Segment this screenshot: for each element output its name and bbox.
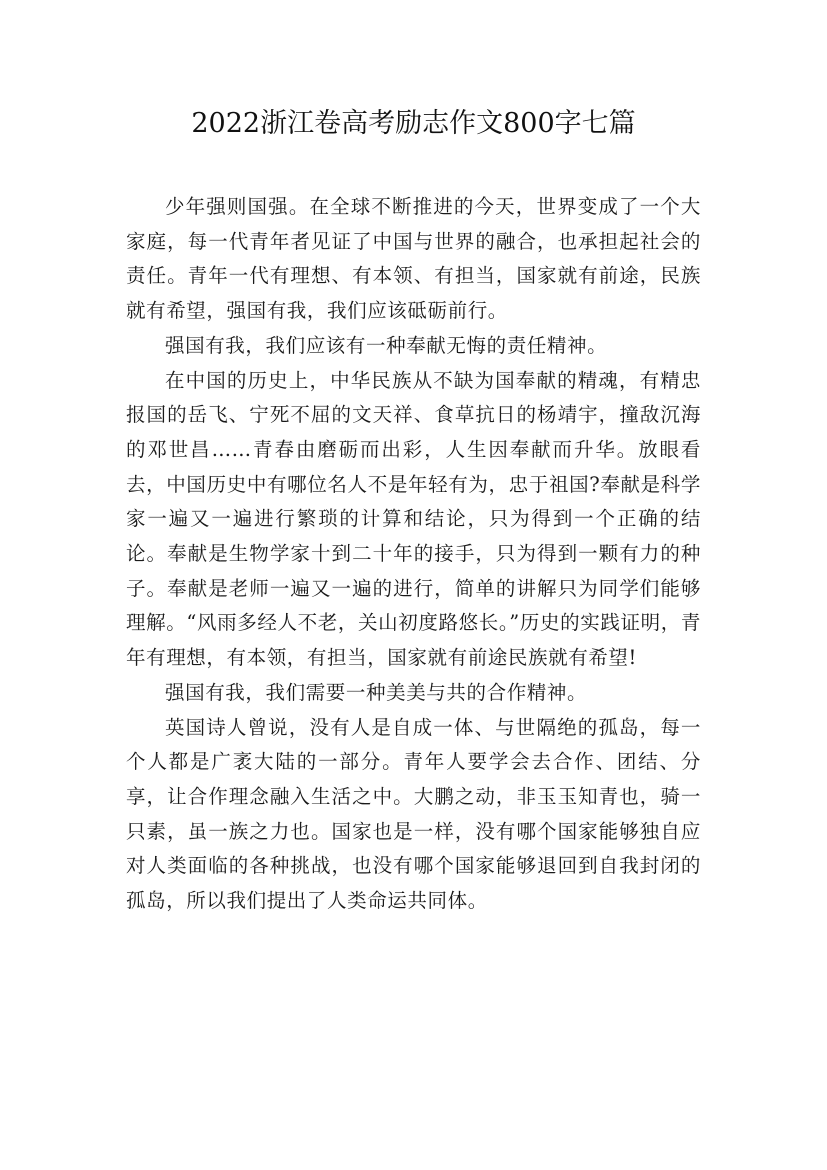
paragraph: 英国诗人曾说，没有人是自成一体、与世隔绝的孤岛，每一个人都是广袤大陆的一部分。青年人要学会去合作、团结、分享，让合作理念融入生活之中。大鹏之动，非玉玉知青也，骑一只素，虽一族之力也。国家也是一样，没有哪个国家能够独自应对人类面临的各种挑战，也没有哪个国家能够退回到自我封闭的孤岛，所以我们提出了人类命运共同体。: [126, 715, 701, 913]
paragraph: 少年强则国强。在全球不断推进的今天，世界变成了一个大家庭，每一代青年者见证了中国与世界的融合，也承担起社会的责任。青年一代有理想、有本领、有担当，国家就有前途，民族就有希望，强国有我，我们应该砥砺前行。: [126, 195, 701, 323]
paragraph: 强国有我，我们需要一种美美与共的合作精神。: [165, 680, 588, 704]
document-title: 2022浙江卷高考励志作文800字七篇: [191, 108, 636, 139]
paragraph: 在中国的历史上，中华民族从不缺为国奉献的精魂，有精忠报国的岳飞、宁死不屈的文天祥、食草抗日的杨靖宇，撞敌沉海的邓世昌……青春由磨砺而出彩，人生因奉献而升华。放眼看去，中国历史中有哪位名人不是年轻有为，忠于祖国?奉献是科学家一遍又一遍进行繁琐的计算和结论，只为得到一个正确的结论。奉献是生物学家十到二十年的接手，只为得到一颗有力的种子。奉献是老师一遍又一遍的进行，简单的讲解只为同学们能够理解。“风雨多经人不老，关山初度路悠长。”历史的实践证明，青年有理想，有本领，有担当，国家就有前途民族就有希望!: [126, 368, 701, 670]
paragraph: 强国有我，我们应该有一种奉献无悔的责任精神。: [165, 333, 608, 357]
document-body: [126, 190, 701, 919]
